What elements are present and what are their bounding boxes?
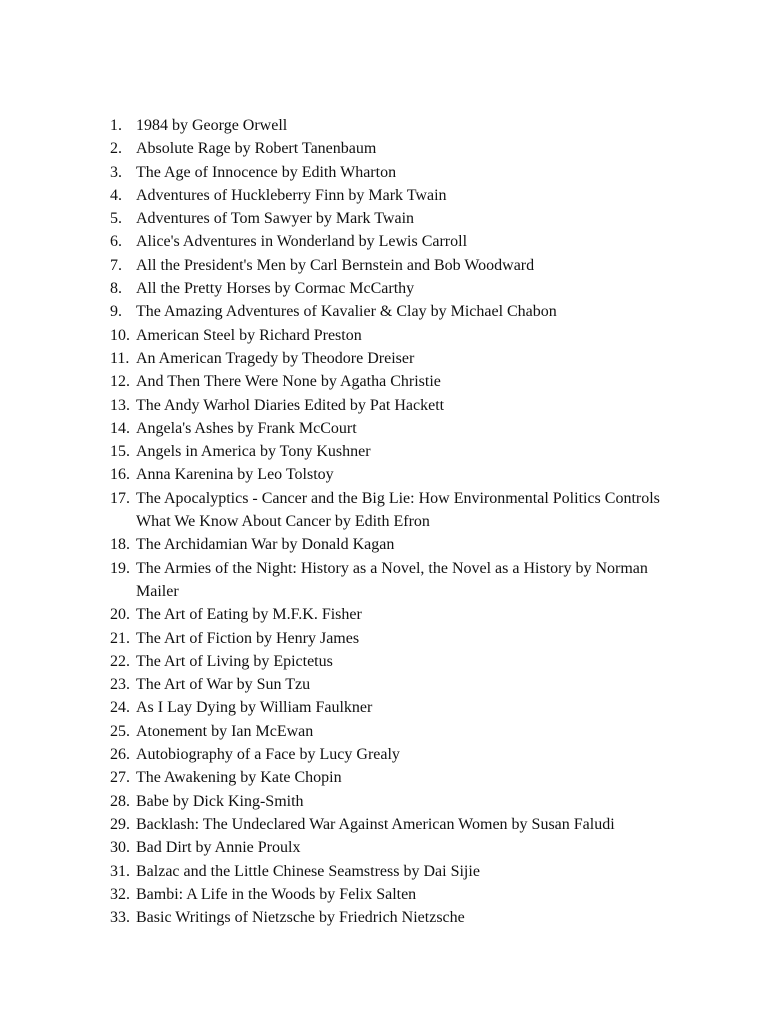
list-item-number: 5.	[110, 210, 122, 228]
list-item-text: Absolute Rage by Robert Tanenbaum	[136, 140, 377, 158]
list-item-number: 6.	[110, 233, 122, 251]
list-item	[110, 790, 670, 813]
list-item	[110, 207, 670, 230]
list-item-text: Bambi: A Life in the Woods by Felix Salten	[136, 885, 417, 903]
list-item-number: 16.	[110, 466, 130, 484]
list-item-text: The Archidamian War by Donald Kagan	[136, 536, 395, 554]
list-item	[110, 137, 670, 160]
list-item	[110, 417, 670, 440]
list-item	[110, 114, 670, 137]
list-item	[110, 161, 670, 184]
list-item	[110, 650, 670, 673]
list-item-text: As I Lay Dying by William Faulkner	[136, 699, 373, 717]
list-item	[110, 347, 670, 370]
list-item-number: 28.	[110, 792, 130, 810]
list-item-text: Autobiography of a Face by Lucy Grealy	[136, 746, 400, 764]
list-item-text: Angela's Ashes by Frank McCourt	[136, 419, 357, 437]
list-item-text: The Age of Innocence by Edith Wharton	[136, 163, 397, 181]
list-item-text: Bad Dirt by Annie Proulx	[136, 839, 301, 857]
list-item-number: 1.	[110, 117, 122, 134]
list-item-text: 1984 by George Orwell	[136, 117, 288, 134]
list-item	[110, 766, 670, 789]
list-item-number: 18.	[110, 536, 130, 554]
list-item-text: The Armies of the Night: History as a Novel, the Novel as a History by Norman Mailer	[136, 559, 648, 600]
list-item-text: The Art of Living by Epictetus	[136, 652, 333, 670]
list-item-number: 27.	[110, 769, 130, 787]
list-item	[110, 533, 670, 556]
list-item	[110, 906, 670, 929]
list-item	[110, 627, 670, 650]
list-item-number: 11.	[110, 349, 130, 367]
list-item-number: 8.	[110, 280, 122, 298]
list-item-text: And Then There Were None by Agatha Christie	[136, 373, 441, 391]
list-item-text: Adventures of Tom Sawyer by Mark Twain	[136, 210, 415, 228]
list-item	[110, 440, 670, 463]
list-item-number: 19.	[110, 559, 130, 577]
list-item	[110, 463, 670, 486]
list-item-number: 10.	[110, 326, 130, 344]
list-item-number: 29.	[110, 815, 130, 833]
list-item-text: The Andy Warhol Diaries Edited by Pat Hackett	[136, 396, 445, 414]
list-item-number: 25.	[110, 722, 130, 740]
list-item-text: Basic Writings of Nietzsche by Friedrich Nietzsche	[136, 909, 465, 927]
list-item	[110, 184, 670, 207]
list-item-text: An American Tragedy by Theodore Dreiser	[136, 349, 415, 367]
list-item-number: 33.	[110, 909, 130, 927]
list-item-text: Babe by Dick King-Smith	[136, 792, 304, 810]
list-item-text: All the President's Men by Carl Bernstein and Bob Woodward	[136, 256, 535, 274]
list-item	[110, 324, 670, 347]
list-item-number: 21.	[110, 629, 130, 647]
list-item	[110, 603, 670, 626]
list-item	[110, 743, 670, 766]
list-item-text: The Awakening by Kate Chopin	[136, 769, 342, 787]
list-item	[110, 277, 670, 300]
list-item	[110, 394, 670, 417]
list-item-number: 24.	[110, 699, 130, 717]
list-item	[110, 557, 670, 604]
list-item-text: The Apocalyptics - Cancer and the Big Lie: How Environmental Politics Controls What We Know About Cancer by Edith Efron	[136, 489, 660, 531]
list-item-number: 30.	[110, 839, 130, 857]
list-item-number: 3.	[110, 163, 122, 181]
list-item-number: 12.	[110, 373, 130, 391]
list-item-text: The Art of Fiction by Henry James	[136, 629, 360, 647]
list-item-number: 4.	[110, 186, 122, 204]
list-item-text: Alice's Adventures in Wonderland by Lewis Carroll	[136, 233, 468, 251]
list-item-text: Atonement by Ian McEwan	[136, 722, 314, 740]
list-item-number: 2.	[110, 140, 122, 158]
list-item-number: 17.	[110, 489, 130, 507]
list-item-number: 26.	[110, 746, 130, 764]
list-item	[110, 254, 670, 277]
list-item-number: 31.	[110, 862, 130, 880]
list-item-number: 14.	[110, 419, 130, 437]
list-item	[110, 300, 670, 323]
list-item	[110, 696, 670, 719]
list-item	[110, 230, 670, 253]
list-item	[110, 883, 670, 906]
list-item	[110, 836, 670, 859]
list-item-text: American Steel by Richard Preston	[136, 326, 362, 344]
list-item	[110, 370, 670, 393]
list-item-number: 32.	[110, 885, 130, 903]
list-item	[110, 860, 670, 883]
list-item-text: Angels in America by Tony Kushner	[136, 443, 371, 461]
list-item-text: Adventures of Huckleberry Finn by Mark Twain	[136, 186, 447, 204]
list-item	[110, 720, 670, 743]
list-item-text: Balzac and the Little Chinese Seamstress by Dai Sijie	[136, 862, 480, 880]
list-item	[110, 487, 670, 534]
list-item-text: Backlash: The Undeclared War Against American Women by Susan Faludi	[136, 815, 615, 833]
book-list	[110, 114, 670, 929]
list-item-number: 23.	[110, 676, 130, 694]
list-item-number: 7.	[110, 256, 122, 274]
list-item-number: 15.	[110, 443, 130, 461]
list-item-text: The Art of Eating by M.F.K. Fisher	[136, 606, 362, 624]
list-item-number: 9.	[110, 303, 122, 321]
list-item-text: Anna Karenina by Leo Tolstoy	[136, 466, 334, 484]
list-item-number: 22.	[110, 652, 130, 670]
list-item-number: 20.	[110, 606, 130, 624]
list-item	[110, 813, 670, 836]
list-item-number: 13.	[110, 396, 130, 414]
list-item-text: All the Pretty Horses by Cormac McCarthy	[136, 280, 415, 298]
list-item-text: The Art of War by Sun Tzu	[136, 676, 311, 694]
list-item	[110, 673, 670, 696]
list-item-text: The Amazing Adventures of Kavalier & Clay by Michael Chabon	[136, 303, 557, 321]
